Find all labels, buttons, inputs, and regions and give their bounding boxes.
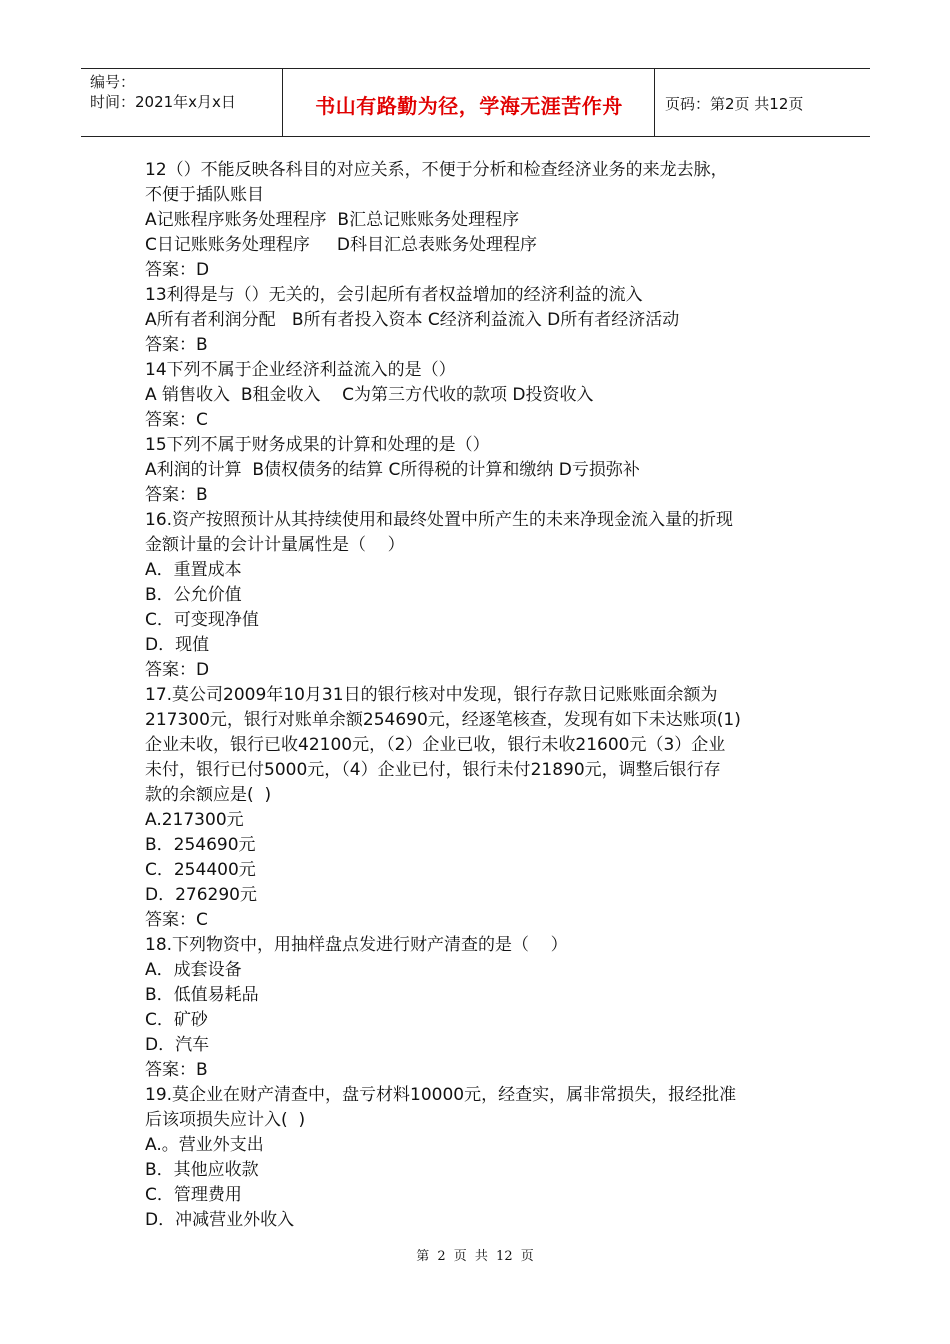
text-line: 答案：D: [145, 260, 210, 280]
text-line: 答案：C: [145, 410, 208, 430]
text-line: A.217300元: [145, 810, 244, 830]
text-line: A利润的计算 B债权债务的结算 C所得税的计算和缴纳 D亏损弥补: [145, 460, 640, 480]
text-line: 款的余额应是( ): [145, 785, 272, 805]
text-line: A记账程序账务处理程序 B汇总记账账务处理程序: [145, 210, 520, 230]
text-line: 金额计量的会计计量属性是（ ）: [145, 535, 405, 555]
text-line: A．重置成本: [145, 560, 242, 580]
text-line: 217300元，银行对账单余额254690元，经逐笔核查，发现有如下未达账项(1): [145, 710, 741, 730]
text-line: D．276290元: [145, 885, 257, 905]
text-line: A．成套设备: [145, 960, 242, 980]
text-line: B．公允价值: [145, 585, 242, 605]
page-footer: 第 2 页 共 12 页: [416, 1249, 534, 1264]
text-line: 16.资产按照预计从其持续使用和最终处置中所产生的未来净现金流入量的折现: [145, 510, 734, 530]
text-line: D．冲减营业外收入: [145, 1210, 295, 1230]
text-line: 13利得是与（）无关的，会引起所有者权益增加的经济利益的流入: [145, 285, 643, 305]
text-line: C．254400元: [145, 860, 256, 880]
text-line: 后该项损失应计入( ): [145, 1110, 306, 1130]
header-divider-right: [654, 69, 655, 136]
text-line: A.。营业外支出: [145, 1135, 264, 1155]
text-line: 15下列不属于财务成果的计算和处理的是（）: [145, 435, 490, 455]
text-line: 不便于插队账目: [145, 185, 264, 205]
header-meta: [90, 72, 236, 112]
text-line: 答案：C: [145, 910, 208, 930]
text-line: 14下列不属于企业经济利益流入的是（）: [145, 360, 456, 380]
text-line: B．低值易耗品: [145, 985, 259, 1005]
text-line: A 销售收入 B租金收入 C为第三方代收的款项 D投资收入: [145, 385, 594, 405]
document-date: 时间：2021年x月x日: [90, 93, 236, 111]
text-line: 17.莫公司2009年10月31日的银行核对中发现，银行存款日记账账面余额为: [145, 685, 718, 705]
text-line: B．其他应收款: [145, 1160, 259, 1180]
text-line: 答案：B: [145, 335, 208, 355]
text-line: 答案：D: [145, 660, 210, 680]
text-line: D．现值: [145, 635, 210, 655]
text-line: C．管理费用: [145, 1185, 242, 1205]
text-line: C．可变现净值: [145, 610, 259, 630]
text-line: D．汽车: [145, 1035, 210, 1055]
document-number-label: 编号：: [90, 73, 136, 91]
text-line: C．矿砂: [145, 1010, 208, 1030]
page-header: [81, 68, 870, 137]
document-body: [145, 158, 815, 1233]
text-line: C日记账账务处理程序 D科目汇总表账务处理程序: [145, 235, 537, 255]
header-motto: 书山有路勤为径，学海无涯苦作舟: [315, 94, 623, 118]
text-line: 未付，银行已付5000元，（4）企业已付，银行未付21890元，调整后银行存: [145, 760, 721, 780]
text-line: 答案：B: [145, 1060, 208, 1080]
text-line: 19.莫企业在财产清查中，盘亏材料10000元，经查实，属非常损失，报经批准: [145, 1085, 737, 1105]
text-line: A所有者利润分配 B所有者投入资本 C经济利益流入 D所有者经济活动: [145, 310, 680, 330]
text-line: 18.下列物资中，用抽样盘点发进行财产清查的是（ ）: [145, 935, 568, 955]
text-line: 12（）不能反映各科目的对应关系，不便于分析和检查经济业务的来龙去脉，: [145, 160, 728, 180]
header-page-info: 页码：第2页 共12页: [665, 95, 804, 113]
text-line: 企业未收，银行已收42100元，（2）企业已收，银行未收21600元（3）企业: [145, 735, 726, 755]
text-line: 答案：B: [145, 485, 208, 505]
text-line: B．254690元: [145, 835, 256, 855]
